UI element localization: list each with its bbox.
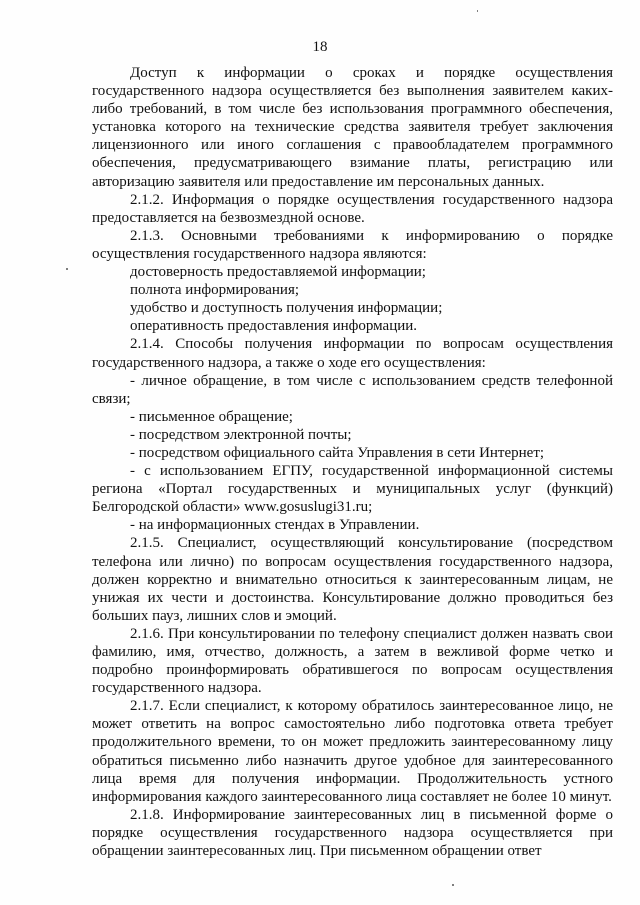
requirement-promptness: оперативность предоставления информации. bbox=[130, 318, 418, 335]
paragraph-access-info: Доступ к информации о сроках и порядке осуществления государственного надзора осуществляется без выполнения заявителем каких-либо требований, в том числе без использования программного обеспечения, установка которого на технические средства заявителя требует заключения лицензионного или иного соглашения с правообладателем программного обеспечения, предусматривающего взимание платы, регистрацию или авторизацию заявителя или предоставление им персональных данных. bbox=[92, 65, 613, 190]
method-info-stands: - на информационных стендах в Управлении. bbox=[130, 517, 420, 534]
paragraph-2-1-4: 2.1.4. Способы получения информации по вопросам осуществления государственного надзора, а также о ходе его осуществления: bbox=[92, 336, 613, 371]
requirement-reliability: достоверность предоставляемой информации; bbox=[130, 264, 426, 281]
method-egpu-portal: - с использованием ЕГПУ, государственной информационной системы региона «Портал государственных и муниципальных услуг (функций) Белгородской области» www.gosuslugi31.ru; bbox=[92, 463, 613, 516]
paragraph-2-1-2: 2.1.2. Информация о порядке осуществления государственного надзора предоставляется на безвозмездной основе. bbox=[92, 191, 613, 226]
document-body bbox=[92, 64, 613, 860]
scan-speck bbox=[452, 884, 454, 886]
paragraph-2-1-5: 2.1.5. Специалист, осуществляющий консультирование (посредством телефона или лично) по вопросам осуществления государственного надзора, должен корректно и внимательно относиться к заинтересованным лицам, не унижая их чести и достоинства. Консультирование должно проводиться без больших пауз, лишних слов и эмоций. bbox=[92, 535, 613, 624]
paragraph-2-1-7: 2.1.7. Если специалист, к которому обратилось заинтересованное лицо, не может ответить на вопрос самостоятельно либо подготовка ответа требует продолжительного времени, то он может предложить заинтересованному лицу обратиться письменно либо назначить другое удобное для заинтересованного лица время для получения информации. Продолжительность устного информирования каждого заинтересованного лица составляет не более 10 минут. bbox=[92, 698, 613, 805]
scan-speck bbox=[477, 10, 478, 12]
paragraph-2-1-3: 2.1.3. Основными требованиями к информированию о порядке осуществления государственного надзора являются: bbox=[92, 227, 613, 262]
paragraph-2-1-8: 2.1.8. Информирование заинтересованных лиц в письменной форме о порядке осуществления государственного надзора осуществляется при обращении заинтересованных лиц. При письменном обращении ответ bbox=[92, 806, 613, 860]
method-personal-contact: - личное обращение, в том числе с использованием средств телефонной связи; bbox=[92, 372, 613, 407]
method-written-request: - письменное обращение; bbox=[130, 408, 293, 425]
method-email: - посредством электронной почты; bbox=[130, 426, 352, 443]
scan-speck bbox=[66, 268, 68, 270]
paragraph-2-1-6: 2.1.6. При консультировании по телефону специалист должен назвать свои фамилию, имя, отчество, должность, а затем в вежливой форме четко и подробно проинформировать обратившегося по вопросам осуществления государственного надзора. bbox=[92, 625, 613, 697]
page-number: 18 bbox=[312, 39, 328, 55]
requirement-completeness: полнота информирования; bbox=[130, 282, 300, 299]
method-official-website: - посредством официального сайта Управления в сети Интернет; bbox=[130, 444, 545, 461]
requirement-convenience: удобство и доступность получения информации; bbox=[130, 300, 443, 317]
